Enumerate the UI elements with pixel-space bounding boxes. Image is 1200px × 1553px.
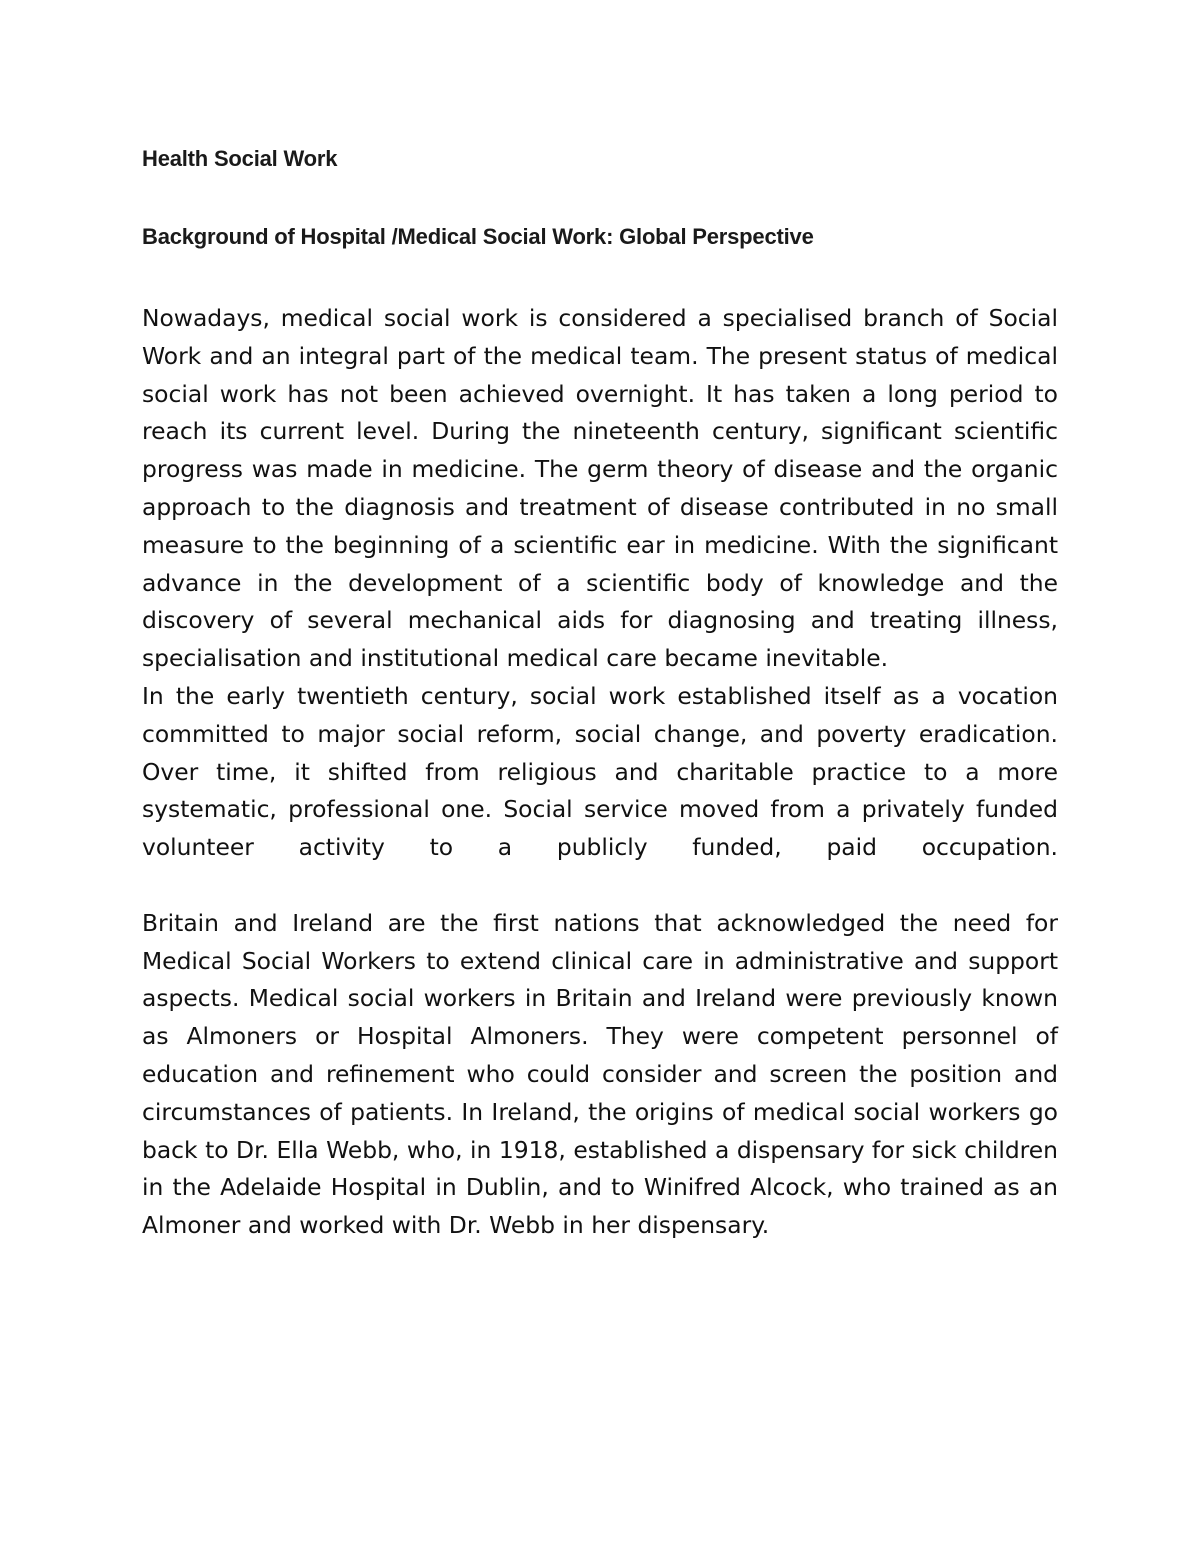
document-body bbox=[142, 300, 1058, 1245]
document-subtitle: Background of Hospital /Medical Social Work: Global Perspective bbox=[142, 224, 814, 249]
paragraph-3: Britain and Ireland are the first nations that acknowledged the need for Medical Social Workers to extend clinical care in administrative and support aspects. Medical social workers in Britain and Ireland were previously known as Almoners or Hospital Almoners. They were competent personnel of education and refinement who could consider and screen the position and circumstances of patients. In Ireland, the origins of medical social workers go back to Dr. Ella Webb, who, in 1918, established a dispensary for sick children in the Adelaide Hospital in Dublin, and to Winifred Alcock, who trained as an Almoner and worked with Dr. Webb in her dispensary. bbox=[142, 908, 1058, 1240]
document-title: Health Social Work bbox=[142, 146, 338, 171]
paragraph-2: In the early twentieth century, social work established itself as a vocation committed to major social reform, social change, and poverty eradication. Over time, it shifted from religious and charitable practice to a more systematic, professional one. Social service moved from a privately funded volunteer activity to a publicly funded, paid occupation. bbox=[142, 681, 1058, 862]
paragraph-1: Nowadays, medical social work is considered a specialised branch of Social Work and an integral part of the medical team. The present status of medical social work has not been achieved overnight. It has taken a long period to reach its current level. During the nineteenth century, significant scientific progress was made in medicine. The germ theory of disease and the organic approach to the diagnosis and treatment of disease contributed in no small measure to the beginning of a scientific ear in medicine. With the significant advance in the development of a scientific body of knowledge and the discovery of several mechanical aids for diagnosing and treating illness, specialisation and institutional medical care became inevitable. bbox=[142, 304, 1058, 673]
